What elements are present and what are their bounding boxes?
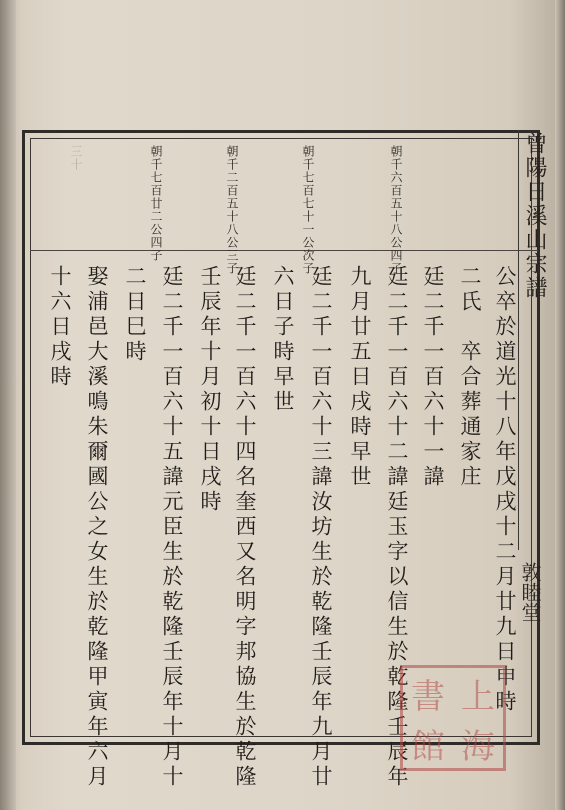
page-edge (555, 0, 565, 810)
lineage-note-3: 朝千二百五十八公三子 (225, 145, 239, 275)
library-seal-stamp (400, 665, 506, 771)
text-column-5: 九月廿五日戌時早世 (348, 265, 372, 490)
seal-char-3: 書 (411, 676, 445, 717)
bleed-through-text: 三十 (69, 145, 83, 171)
text-column-12: 娶浦邑大溪鳴朱爾國公之女生於乾隆甲寅年六月 (85, 265, 109, 790)
text-column-2: 二氏 卒合葬通家庄 (458, 265, 482, 490)
text-column-7: 六日子時早世 (271, 265, 295, 415)
genealogy-title: 曾陽日溪山宗譜 (522, 132, 547, 300)
lineage-note-4: 朝千七百廿二公四子 (149, 145, 163, 262)
text-column-11: 二日巳時 (123, 265, 147, 365)
text-column-6: 廷二千一百六十三諱汝坊生於乾隆壬辰年九月廿 (309, 265, 333, 790)
text-column-10: 廷二千一百六十五諱元臣生於乾隆壬辰年十月十 (160, 265, 184, 790)
book-gutter (0, 0, 16, 810)
text-column-8: 廷二千一百六十四名奎西又名明字邦協生於乾隆 (233, 265, 257, 790)
text-column-3: 廷二千一百六十一諱 (421, 265, 445, 490)
header-separator (30, 250, 538, 251)
lineage-note-1: 朝千六百五十八公四子 (389, 145, 403, 275)
text-column-4: 廷二千一百六十二諱廷玉字以信生於乾隆壬辰年 (385, 265, 409, 790)
hall-name-label: 敦睦堂 (518, 562, 542, 622)
text-column-1: 公卒於道光十八年戊戌十二月廿九日申時 (493, 265, 517, 715)
lineage-note-2: 朝千七百七十一公次子 (301, 145, 315, 275)
seal-char-2: 海 (461, 726, 495, 767)
seal-char-1: 上 (461, 676, 495, 717)
text-column-13: 十六日戌時 (48, 265, 72, 390)
text-column-9: 壬辰年十月初十日戌時 (198, 265, 222, 515)
seal-char-4: 館 (411, 726, 445, 767)
